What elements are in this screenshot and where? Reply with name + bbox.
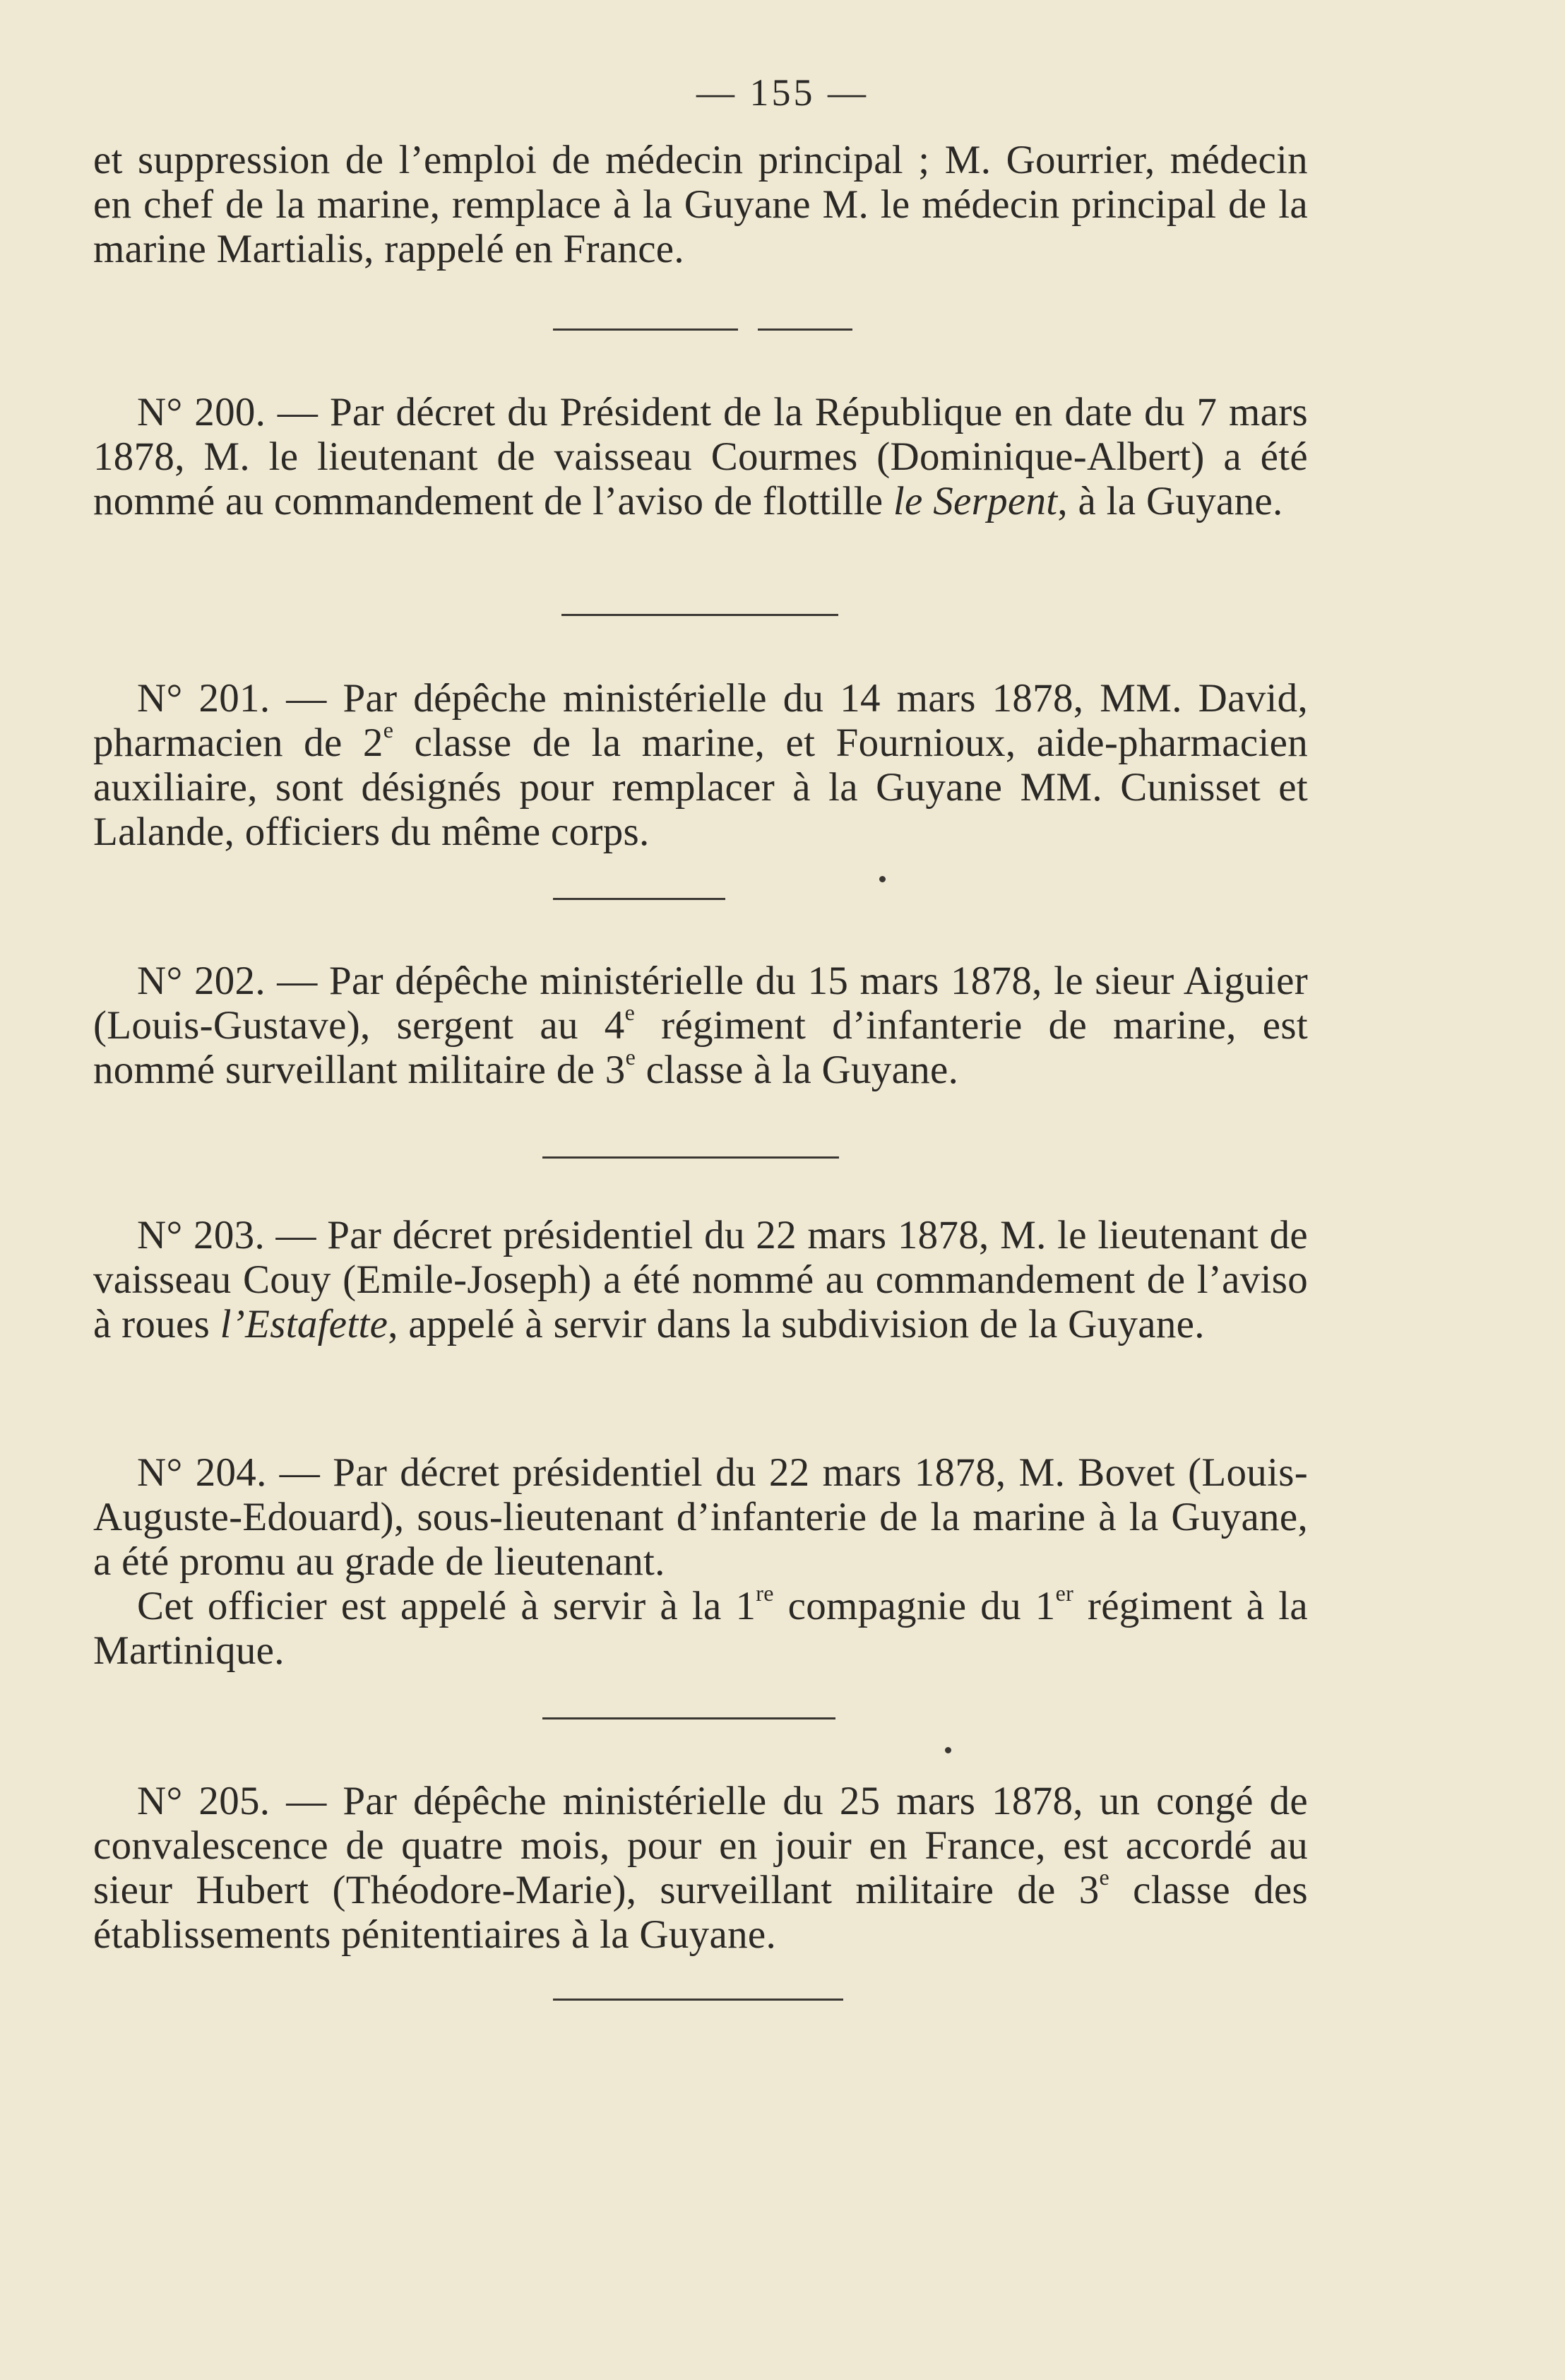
text-run: N° 205. — Par dépêche ministérielle du 25 mars 1878, un congé de convalescence de quatre mois, pour en jouir en France, est accordé au sieur Hubert (Théodore-Marie), surveillant militaire de 3 xyxy=(93,1779,1308,1912)
ship-name: le Serpent xyxy=(893,479,1058,523)
separator-rule xyxy=(561,614,838,616)
text-run: Cet officier est appelé à servir à la 1 xyxy=(137,1584,756,1628)
entry-201 xyxy=(93,676,1308,854)
entry-202 xyxy=(93,959,1308,1092)
separator-rule xyxy=(758,328,852,331)
text-run: classe de la marine, et Fournioux, aide-pharmacien auxiliaire, sont désignés pour remplacer à la Guyane MM. Cunisset et Lalande, officiers du même corps. xyxy=(93,721,1309,854)
text-run: , à la Guyane. xyxy=(1057,479,1283,523)
superscript: e xyxy=(1099,1864,1110,1890)
paragraph xyxy=(93,1450,1308,1584)
paragraph xyxy=(93,1580,1308,1673)
text-run: N° 201. — Par dépêche ministérielle du 14 mars 1878, MM. David, pharmacien de 2 xyxy=(93,676,1308,765)
separator-rule xyxy=(553,1999,843,2001)
superscript: e xyxy=(383,717,394,742)
separator-rule xyxy=(542,1156,839,1159)
text-run: et suppression de l’emploi de médecin principal ; M. Gourrier, médecin en chef de la marine, remplace à la Guyane M. le médecin principal de la marine Martialis, rappelé en France. xyxy=(93,138,1308,271)
paragraph xyxy=(93,1779,1308,1957)
entry-203 xyxy=(93,1213,1308,1346)
page-number: — 155 — xyxy=(696,71,869,114)
entry-intro xyxy=(93,138,1308,271)
ship-name: l’Estafette xyxy=(220,1302,388,1346)
text-run: régiment d’infanterie de marine, est nommé surveillant militaire de 3 xyxy=(93,1003,1308,1092)
paragraph xyxy=(93,959,1308,1092)
paragraph xyxy=(93,138,1308,271)
text-run: régiment à la Martinique. xyxy=(93,1584,1308,1673)
text-run: N° 203. — Par décret présidentiel du 22 mars 1878, M. le lieutenant de vaisseau Couy (Emile-Joseph) a été nommé au commandement de l’aviso à roues xyxy=(93,1213,1308,1346)
text-run: , appelé à servir dans la subdivision de la Guyane. xyxy=(388,1302,1205,1346)
paragraph xyxy=(93,1213,1308,1346)
superscript: re xyxy=(756,1580,774,1606)
paragraph xyxy=(93,676,1308,854)
entry-205 xyxy=(93,1779,1308,1957)
text-run: N° 204. — Par décret présidentiel du 22 mars 1878, M. Bovet (Louis-Auguste-Edouard), sous-lieutenant d’infanterie de la marine à la Guyane, a été promu au grade de lieutenant. xyxy=(93,1450,1308,1584)
text-run: N° 200. — Par décret du Président de la République en date du 7 mars 1878, M. le lieutenant de vaisseau Courmes (Dominique-Albert) a été nommé au commandement de l’aviso de flottille xyxy=(93,390,1308,523)
ink-speck xyxy=(879,876,886,882)
paragraph xyxy=(93,390,1308,523)
text-run: classe des établissements pénitentiaires à la Guyane. xyxy=(93,1868,1308,1957)
text-run: N° 202. — Par dépêche ministérielle du 15 mars 1878, le sieur Aiguier (Louis-Gustave), sergent au 4 xyxy=(93,959,1308,1048)
superscript: e xyxy=(625,1044,636,1070)
text-run: compagnie du 1 xyxy=(773,1584,1056,1628)
entry-200 xyxy=(93,390,1308,523)
separator-rule xyxy=(553,328,738,331)
superscript: er xyxy=(1055,1580,1074,1606)
entry-204 xyxy=(93,1450,1308,1673)
separator-rule xyxy=(553,898,725,900)
ink-speck xyxy=(945,1747,951,1753)
text-run: classe à la Guyane. xyxy=(636,1048,959,1092)
superscript: e xyxy=(624,1000,636,1025)
separator-rule xyxy=(542,1717,835,1719)
